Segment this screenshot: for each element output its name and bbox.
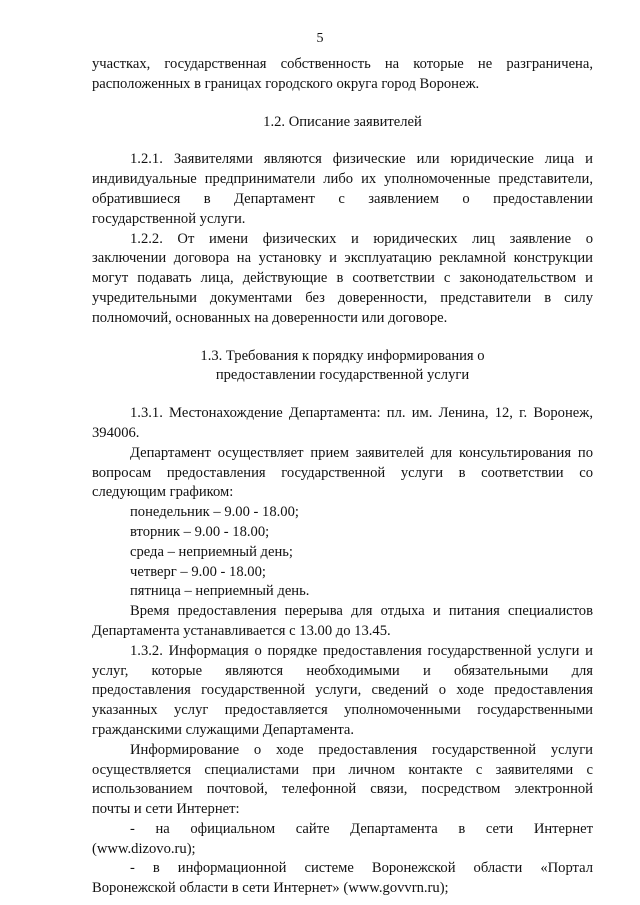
text-line: Департамент осуществляет прием заявителей для консультирования по [130, 444, 593, 461]
text-line: 1.3.2. Информация о порядке предоставления государственной услуги и [130, 642, 593, 659]
text-line: 394006. [92, 424, 140, 441]
text-line: указанных услуг предоставляется уполномоченными государственными [92, 702, 593, 719]
text-line: предоставления государственной услуги, сведений о ходе предоставления [92, 682, 593, 699]
schedule-list [92, 503, 593, 602]
text-line: осуществляется специалистами при личном контакте с заявителями с [92, 761, 593, 778]
text-line: заключении договора на установку и эксплуатацию рекламной конструкции [92, 250, 593, 267]
text-line: 1.2.2. От имени физических и юридических лиц заявление о [130, 230, 593, 247]
text-line: могут подавать лица, действующие в соответствии с законодательством и [92, 270, 593, 287]
text-line: 1.2.1. Заявителями являются физические или юридические лица и [130, 151, 593, 168]
text-line: Департамента устанавливается с 13.00 до 13.45. [92, 622, 391, 639]
text-line: государственной услуги. [92, 210, 246, 227]
text-line: вопросам предоставления государственной услуги в соответствии со [92, 464, 593, 481]
text-line: участках, государственная собственность на которые не разграничена, [92, 56, 593, 72]
schedule-item: понедельник – 9.00 - 18.00; [130, 504, 299, 521]
schedule-item: вторник – 9.00 - 18.00; [130, 523, 270, 540]
page-body [92, 55, 593, 899]
text-line: полномочий, основанных на доверенности или договоре. [92, 309, 448, 326]
section-heading: 1.2. Описание заявителей [263, 113, 422, 130]
text-line: почты и сети Интернет: [92, 801, 240, 818]
text-line: индивидуальные предприниматели либо их уполномоченные представители, [92, 171, 593, 188]
section-heading: предоставлении государственной услуги [215, 367, 470, 384]
section-heading: 1.3. Требования к порядку информирования о [200, 347, 485, 364]
text-line: использованием почтовой, телефонной связи, посредством электронной [92, 781, 593, 798]
bullet-line: - в информационной системе Воронежской области «Портал [130, 860, 593, 877]
text-line: обратившиеся в Департамент с заявлением о предоставлении [92, 190, 593, 207]
page-number: 5 [316, 31, 324, 46]
text-line: Информирование о ходе предоставления государственной услуги [130, 741, 593, 758]
text-line: Воронежской области в сети Интернет» (www.govvrn.ru); [92, 880, 449, 897]
text-line: (www.dizovo.ru); [92, 840, 196, 857]
text-line: расположенных в границах городского округа город Воронеж. [92, 75, 480, 92]
text-line: гражданскими служащими Департамента. [92, 721, 355, 738]
text-line: Время предоставления перерыва для отдыха и питания специалистов [130, 603, 593, 620]
text-line: услуг, которые являются необходимыми и обязательными для [92, 662, 593, 679]
schedule-item: среда – неприемный день; [130, 543, 293, 560]
schedule-item: четверг – 9.00 - 18.00; [130, 563, 266, 580]
text-line: 1.3.1. Местонахождение Департамента: пл. им. Ленина, 12, г. Воронеж, [130, 405, 593, 422]
bullet-line: - на официальном сайте Департамента в сети Интернет [130, 820, 593, 837]
text-line: учредительными документами без доверенности, представители в силу [92, 289, 593, 306]
text-line: следующим графиком: [92, 484, 234, 501]
schedule-item: пятница – неприемный день. [130, 583, 310, 600]
